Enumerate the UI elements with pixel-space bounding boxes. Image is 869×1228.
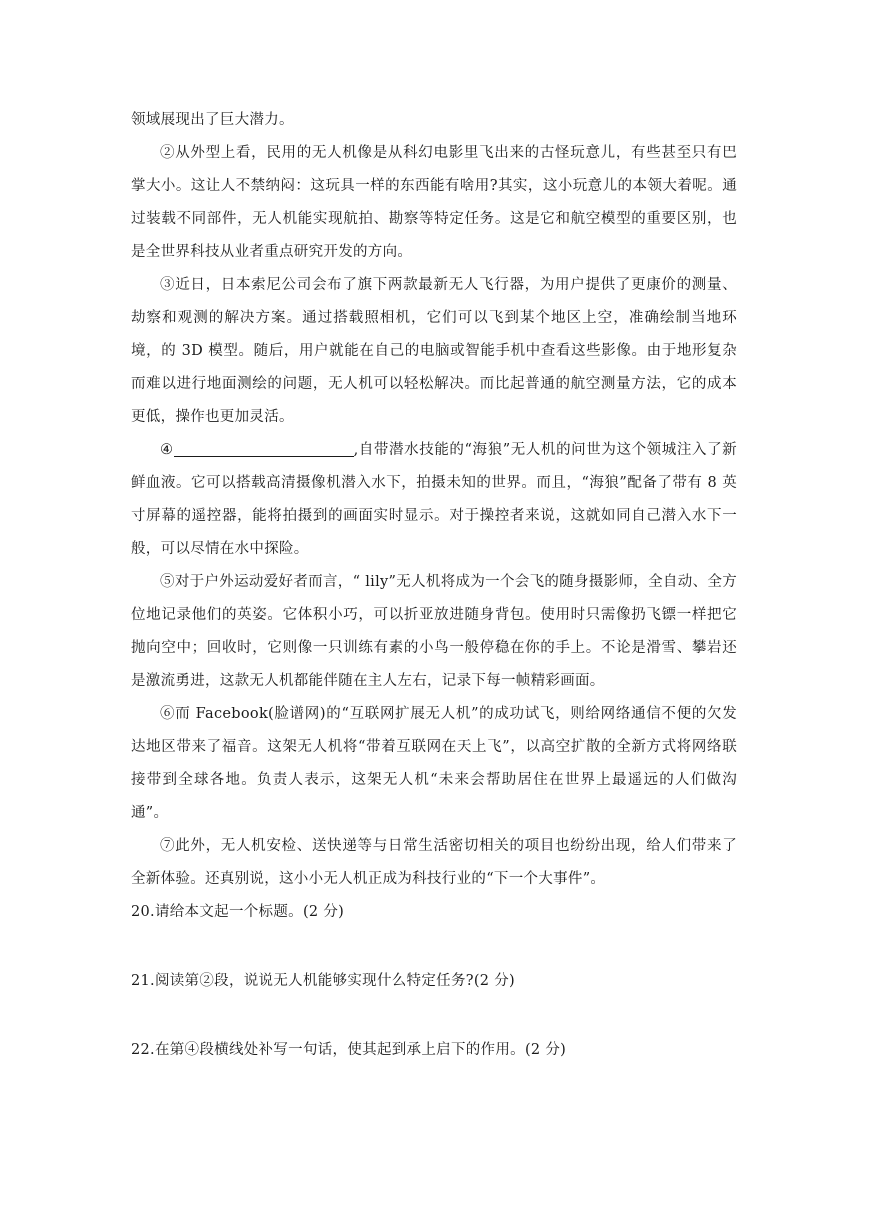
question-20: 20.请给本文起一个标题。(2 分) <box>131 904 345 920</box>
paragraph-4-text: ,自带潜水技能的“海狼”无人机的问世为这个领城注入了新鲜血液。它可以搭载高清摄像机潜入水下，拍摄未知的世界。而且，“海狼”配备了带有 8 英寸屏幕的遥控器，能将拍摄到的画面实时显示。对于操控者来说，这就如同自己潜入水下一般，可以尽情在水中探险。 <box>131 442 737 557</box>
fill-in-blank-line <box>174 438 354 457</box>
paragraph-6: ⑥而 Facebook(脸谱网)的“互联网扩展无人机”的成功试飞，则给网络通信不便的欠发达地区带来了福音。这架无人机将“带着互联网在天上飞”，以高空扩散的全新方式将网络联接带到全球各地。负责人表示，这架无人机“未来会帮助居住在世界上最遥远的人们做沟通”。 <box>131 706 737 821</box>
paragraph-5: ⑤对于户外运动爱好者而言，“ lily”无人机将成为一个会飞的随身摄影师，全自动、全方位地记录他们的英姿。它体积小巧，可以折亚放进随身背包。使用时只需像扔飞镖一样把它抛向空中；回收时，它则像一只训练有素的小鸟一般停稳在你的手上。不论是滑雪、攀岩还是激流勇进，这款无人机都能伴随在主人左右，记录下每一帧精彩画面。 <box>131 574 737 689</box>
paragraph-2: ②从外型上看，民用的无人机像是从科幻电影里飞出来的古怪玩意儿，有些甚至只有巴掌大小。这让人不禁纳闷：这玩具一样的东西能有啥用?其实，这小玩意儿的本领大着呢。通过装载不同部件，无人机能实现航拍、勘察等特定任务。这是它和航空模型的重要区别，也是全世界科技从业者重点研究开发的方向。 <box>131 145 737 260</box>
paragraph-7: ⑦此外，无人机安检、送快递等与日常生活密切相关的项目也纷纷出现，给人们带来了全新体验。还真别说，这小小无人机正成为科技行业的“下一个大事件”。 <box>131 838 737 887</box>
paragraph-intro: 领域展现出了巨大潜力。 <box>131 112 294 128</box>
paragraph-3: ③近日，日本索尼公司会布了旗下两款最新无人飞行器，为用户提供了更康价的测量、劫察和观测的解决方案。通过搭载照相机，它们可以飞到某个地区上空，准确绘制当地环境，的 3D 模型。随后，用户就能在自己的电脑或智能手机中查看这些影像。由于地形复杂而难以进行地面测绘的问题，无人机可以轻松解决。而比起普通的航空测量方法，它的成本更低，操作也更加灵活。 <box>131 277 737 425</box>
question-21: 21.阅读第②段，说说无人机能够实现什么特定任务?(2 分) <box>131 973 515 989</box>
reading-passage <box>131 104 737 1067</box>
paragraph-4-number: ④ <box>160 442 174 458</box>
question-22: 22.在第④段横线处补写一句话，使其起到承上启下的作用。(2 分) <box>131 1042 567 1058</box>
paragraph-4 <box>131 434 737 566</box>
